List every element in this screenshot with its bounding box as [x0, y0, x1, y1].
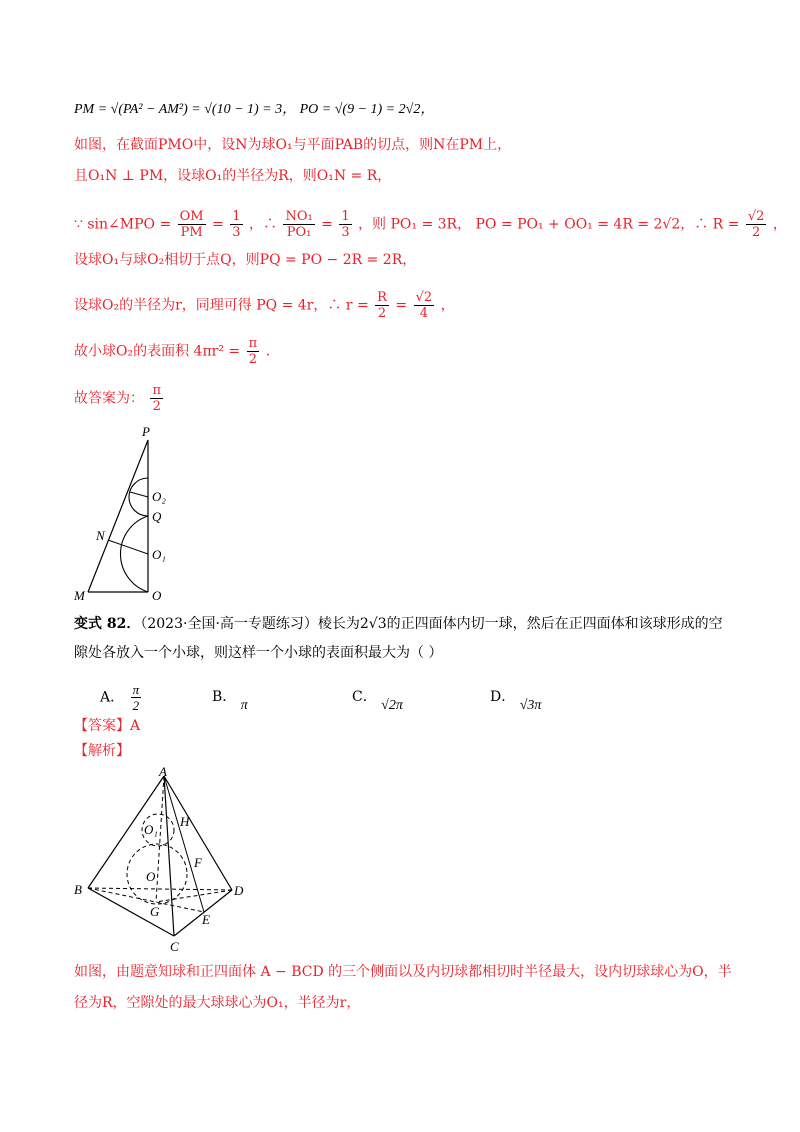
label-o1: O₁ — [152, 547, 166, 562]
label-f: F — [194, 855, 202, 870]
fraction: $\frac{√2}{2}$ — [747, 209, 765, 240]
question-line-2: 隙处各放入一个小球，则这样一个小球的表面积最大为（ ） — [74, 645, 443, 661]
label-e: E — [202, 912, 210, 927]
fraction: $\frac{R}{2}$ — [377, 290, 387, 321]
fraction: $\frac{\pi}{2}$ — [248, 336, 258, 367]
solution-line-7: 故小球O₂的表面积 4πr² = $\frac{\pi}{2}$ . — [74, 336, 271, 367]
label-a: A — [159, 764, 167, 779]
cross-section-figure — [68, 422, 188, 606]
label-m: M — [74, 588, 85, 603]
fraction: $\frac{1}{3}$ — [232, 209, 241, 240]
analysis-line-2: 径为R，空隙处的最大球球心为O₁，半径为r， — [74, 995, 361, 1011]
segment-d-g — [156, 890, 232, 902]
sphere-o1-arc — [120, 516, 148, 592]
option-d[interactable]: D． √3π — [490, 689, 542, 713]
segment-o2 — [130, 492, 148, 497]
fraction: $\frac{\text{NO₁}}{\text{PO₁}}$ — [285, 209, 313, 240]
fraction: $\frac{1}{3}$ — [341, 209, 350, 240]
fraction: $\frac{√2}{4}$ — [415, 290, 433, 321]
label-o2: O₂ — [152, 489, 166, 504]
fraction: $\frac{\pi}{2}$ — [152, 383, 161, 414]
solution-line-3: 且O₁N ⊥ PM，设球O₁的半径为R，则O₁N = R， — [74, 168, 392, 184]
answer-label: 【答案】A — [74, 718, 141, 734]
label-o: O — [152, 588, 162, 603]
question-label: 变式 82． — [74, 616, 141, 632]
tetrahedron-figure — [70, 764, 260, 956]
solution-line-5: 设球O₁与球O₂相切于点Q，则PQ = PO − 2R = 2R， — [74, 252, 417, 268]
analysis-line-1: 如图，由题意知球和正四面体 A − BCD 的三个侧面以及内切球都相切时半径最大，设内切球球心为O，半 — [74, 964, 732, 980]
solution-line-6: 设球O₂的半径为r，同理可得 PQ = 4r，∴ r = $\frac{R}{2}$ = $\frac{√2}{4}$ ， — [74, 290, 455, 321]
inscribed-sphere — [127, 844, 187, 904]
option-a[interactable]: A． $\frac{\pi}{2}$ — [100, 682, 140, 713]
segment-n-o1 — [108, 540, 148, 554]
label-p: P — [142, 424, 150, 439]
solution-line-4: ∵ sin∠MPO = $\frac{OM}{PM}$ = $\frac{1}{3}$ ，∴ $\frac{\text{NO₁}}{\text{PO₁}}$ = $\frac{1}{3}$ ，则 PO₁ = 3R， PO = PO₁ + OO₁ = 4R = 2√2，∴ R = $\frac{√2}{2}$ ， — [74, 209, 787, 240]
solution-line-1: PM = √(PA² − AM²) = √(10 − 1) = 3， PO = √(9 − 1) = 2√2， — [74, 102, 435, 117]
label-g: G — [150, 904, 160, 919]
label-h: H — [180, 814, 190, 829]
label-o: O — [146, 869, 156, 884]
label-c: C — [170, 939, 179, 954]
fraction: $\frac{OM}{PM}$ — [179, 209, 204, 240]
sphere-o2-arc — [129, 478, 148, 516]
edge-ac — [164, 776, 174, 936]
option-c[interactable]: C． √2π — [352, 689, 403, 713]
segment-a-e — [164, 776, 204, 912]
option-b[interactable]: B． π — [212, 689, 248, 713]
analysis-label: 【解析】 — [74, 743, 130, 759]
label-b: B — [74, 882, 82, 897]
label-q: Q — [152, 509, 162, 524]
segment-b-e — [88, 888, 204, 912]
solution-line-8: 故答案为： $\frac{\pi}{2}$ — [74, 383, 161, 414]
label-o1: O₁ — [144, 822, 158, 837]
edge-pm — [88, 440, 148, 592]
solution-line-2: 如图，在截面PMO中，设N为球O₁与平面PAB的切点，则N在PM上， — [74, 137, 512, 153]
segment-a-g — [156, 776, 164, 902]
question-line-1: 变式 82．（2023·全国·高一专题练习）棱长为2√3的正四面体内切一球，然后在正四面体和该球形成的空 — [74, 616, 723, 632]
edge-bc — [88, 888, 174, 936]
edge-bd — [88, 888, 232, 890]
label-n: N — [96, 528, 105, 543]
label-d: D — [234, 883, 244, 898]
